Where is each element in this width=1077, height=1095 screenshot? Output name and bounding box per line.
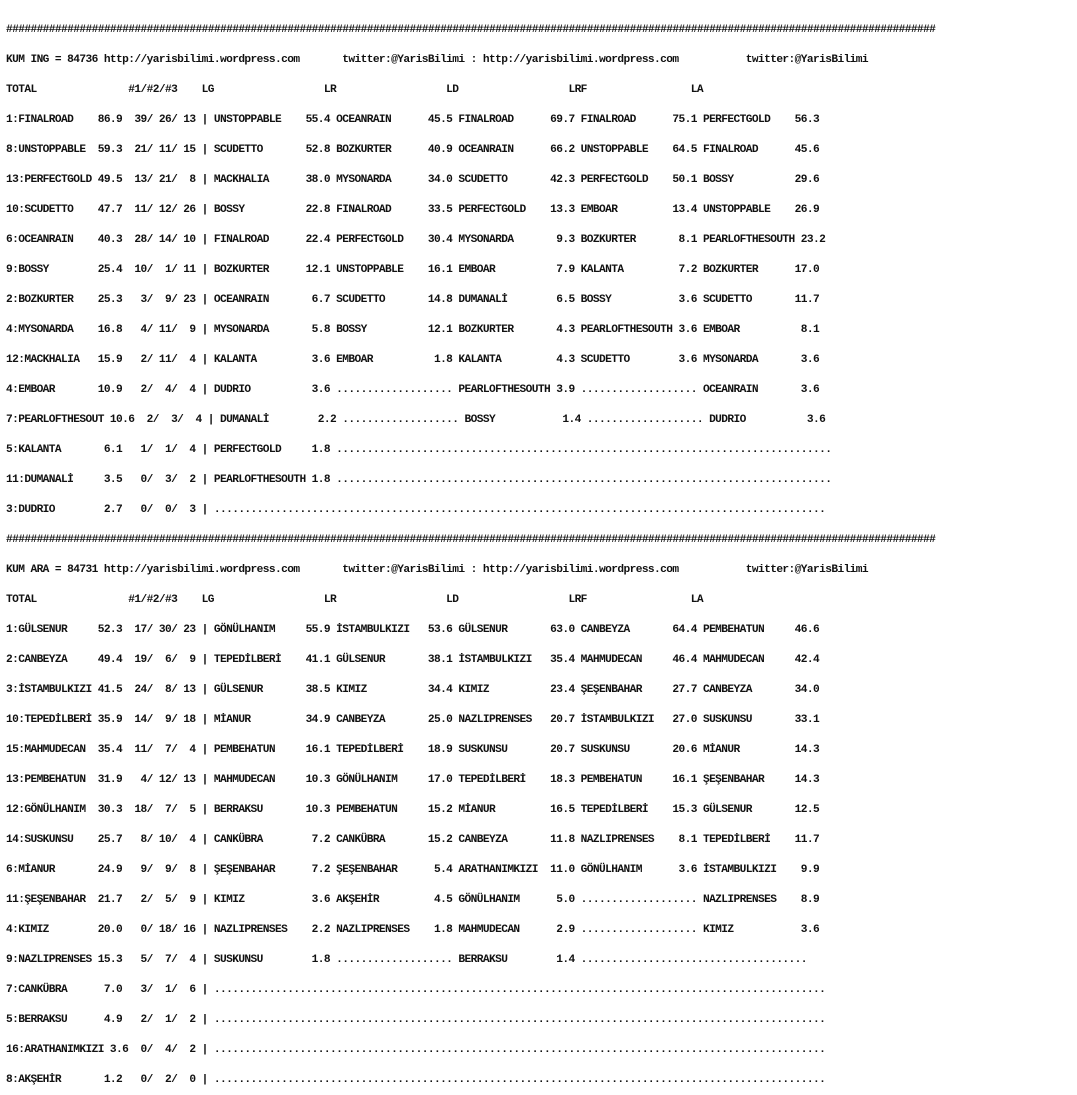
table-row: 2:CANBEYZA 49.4 19/ 6/ 9 | TEPEDİLBERİ 41.1 GÜLSENUR 38.1 İSTAMBULKIZI 35.4 MAHMUDECAN 46.4 MAHMUDECAN 42.4	[6, 654, 820, 666]
table-row: 8:AKŞEHİR 1.2 0/ 2/ 0 | ....................................................................................................	[6, 1074, 826, 1086]
section-header-ing: KUM ING = 84736 http://yarisbilimi.wordpress.com twitter:@YarisBilimi : http://yarisbilimi.wordpress.com twitter:@YarisBilimi	[6, 54, 869, 66]
table-row: 8:UNSTOPPABLE 59.3 21/ 11/ 15 | SCUDETTO 52.8 BOZKURTER 40.9 OCEANRAIN 66.2 UNSTOPPABLE 64.5 FINALROAD 45.6	[6, 144, 820, 156]
separator-line: ########################################################################################################################################################	[6, 534, 936, 546]
table-row: 15:MAHMUDECAN 35.4 11/ 7/ 4 | PEMBEHATUN 16.1 TEPEDİLBERİ 18.9 SUSKUNSU 20.7 SUSKUNSU 20.6 MİANUR 14.3	[6, 744, 820, 756]
table-row: 3:DUDRIO 2.7 0/ 0/ 3 | ....................................................................................................	[6, 504, 826, 516]
table-row: 10:TEPEDİLBERİ 35.9 14/ 9/ 18 | MİANUR 34.9 CANBEYZA 25.0 NAZLIPRENSES 20.7 İSTAMBULKIZI 27.0 SUSKUNSU 33.1	[6, 714, 820, 726]
table-row: 5:BERRAKSU 4.9 2/ 1/ 2 | ....................................................................................................	[6, 1014, 826, 1026]
table-row: 16:ARATHANIMKIZI 3.6 0/ 4/ 2 | ....................................................................................................	[6, 1044, 826, 1056]
table-row: 4:EMBOAR 10.9 2/ 4/ 4 | DUDRIO 3.6 ................... PEARLOFTHESOUTH 3.9 ................... OCEANRAIN 3.6	[6, 384, 820, 396]
table-row: 13:PEMBEHATUN 31.9 4/ 12/ 13 | MAHMUDECAN 10.3 GÖNÜLHANIM 17.0 TEPEDİLBERİ 18.3 PEMBEHATUN 16.1 ŞEŞENBAHAR 14.3	[6, 774, 820, 786]
table-row: 5:KALANTA 6.1 1/ 1/ 4 | PERFECTGOLD 1.8 .................................................................................	[6, 444, 832, 456]
separator-line: ########################################################################################################################################################	[6, 24, 936, 36]
table-row: 13:PERFECTGOLD 49.5 13/ 21/ 8 | MACKHALIA 38.0 MYSONARDA 34.0 SCUDETTO 42.3 PERFECTGOLD 50.1 BOSSY 29.6	[6, 174, 820, 186]
table-row: 12:MACKHALIA 15.9 2/ 11/ 4 | KALANTA 3.6 EMBOAR 1.8 KALANTA 4.3 SCUDETTO 3.6 MYSONARDA 3.6	[6, 354, 820, 366]
table-row: 4:KIMIZ 20.0 0/ 18/ 16 | NAZLIPRENSES 2.2 NAZLIPRENSES 1.8 MAHMUDECAN 2.9 ................... KIMIZ 3.6	[6, 924, 820, 936]
table-row: 4:MYSONARDA 16.8 4/ 11/ 9 | MYSONARDA 5.8 BOSSY 12.1 BOZKURTER 4.3 PEARLOFTHESOUTH 3.6 EMBOAR 8.1	[6, 324, 820, 336]
table-row: 9:NAZLIPRENSES 15.3 5/ 7/ 4 | SUSKUNSU 1.8 ................... BERRAKSU 1.4 .....................................	[6, 954, 807, 966]
table-row: 11:ŞEŞENBAHAR 21.7 2/ 5/ 9 | KIMIZ 3.6 AKŞEHİR 4.5 GÖNÜLHANIM 5.0 ................... NAZLIPRENSES 8.9	[6, 894, 820, 906]
column-headers: TOTAL #1/#2/#3 LG LR LD LRF LA	[6, 84, 703, 96]
table-row: 7:CANKÜBRA 7.0 3/ 1/ 6 | ....................................................................................................	[6, 984, 826, 996]
table-row: 1:GÜLSENUR 52.3 17/ 30/ 23 | GÖNÜLHANIM 55.9 İSTAMBULKIZI 53.6 GÜLSENUR 63.0 CANBEYZA 64.4 PEMBEHATUN 46.6	[6, 624, 820, 636]
table-row: 12:GÖNÜLHANIM 30.3 18/ 7/ 5 | BERRAKSU 10.3 PEMBEHATUN 15.2 MİANUR 16.5 TEPEDİLBERİ 15.3 GÜLSENUR 12.5	[6, 804, 820, 816]
table-row: 6:MİANUR 24.9 9/ 9/ 8 | ŞEŞENBAHAR 7.2 ŞEŞENBAHAR 5.4 ARATHANIMKIZI 11.0 GÖNÜLHANIM 3.6 İSTAMBULKIZI 9.9	[6, 864, 820, 876]
table-row: 11:DUMANALİ 3.5 0/ 3/ 2 | PEARLOFTHESOUTH 1.8 .................................................................................	[6, 474, 832, 486]
table-row: 7:PEARLOFTHESOUT 10.6 2/ 3/ 4 | DUMANALİ 2.2 ................... BOSSY 1.4 ................... DUDRIO 3.6	[6, 414, 826, 426]
table-row: 3:İSTAMBULKIZI 41.5 24/ 8/ 13 | GÜLSENUR 38.5 KIMIZ 34.4 KIMIZ 23.4 ŞEŞENBAHAR 27.7 CANBEYZA 34.0	[6, 684, 820, 696]
table-row: 9:BOSSY 25.4 10/ 1/ 11 | BOZKURTER 12.1 UNSTOPPABLE 16.1 EMBOAR 7.9 KALANTA 7.2 BOZKURTER 17.0	[6, 264, 820, 276]
table-row: 6:OCEANRAIN 40.3 28/ 14/ 10 | FINALROAD 22.4 PERFECTGOLD 30.4 MYSONARDA 9.3 BOZKURTER 8.1 PEARLOFTHESOUTH 23.2	[6, 234, 826, 246]
column-headers: TOTAL #1/#2/#3 LG LR LD LRF LA	[6, 594, 703, 606]
table-row: 1:FINALROAD 86.9 39/ 26/ 13 | UNSTOPPABLE 55.4 OCEANRAIN 45.5 FINALROAD 69.7 FINALROAD 75.1 PERFECTGOLD 56.3	[6, 114, 820, 126]
section-header-ara: KUM ARA = 84731 http://yarisbilimi.wordpress.com twitter:@YarisBilimi : http://yarisbilimi.wordpress.com twitter:@YarisBilimi	[6, 564, 869, 576]
table-row: 10:SCUDETTO 47.7 11/ 12/ 26 | BOSSY 22.8 FINALROAD 33.5 PERFECTGOLD 13.3 EMBOAR 13.4 UNSTOPPABLE 26.9	[6, 204, 820, 216]
table-row: 14:SUSKUNSU 25.7 8/ 10/ 4 | CANKÜBRA 7.2 CANKÜBRA 15.2 CANBEYZA 11.8 NAZLIPRENSES 8.1 TEPEDİLBERİ 11.7	[6, 834, 820, 846]
table-row: 2:BOZKURTER 25.3 3/ 9/ 23 | OCEANRAIN 6.7 SCUDETTO 14.8 DUMANALİ 6.5 BOSSY 3.6 SCUDETTO 11.7	[6, 294, 820, 306]
